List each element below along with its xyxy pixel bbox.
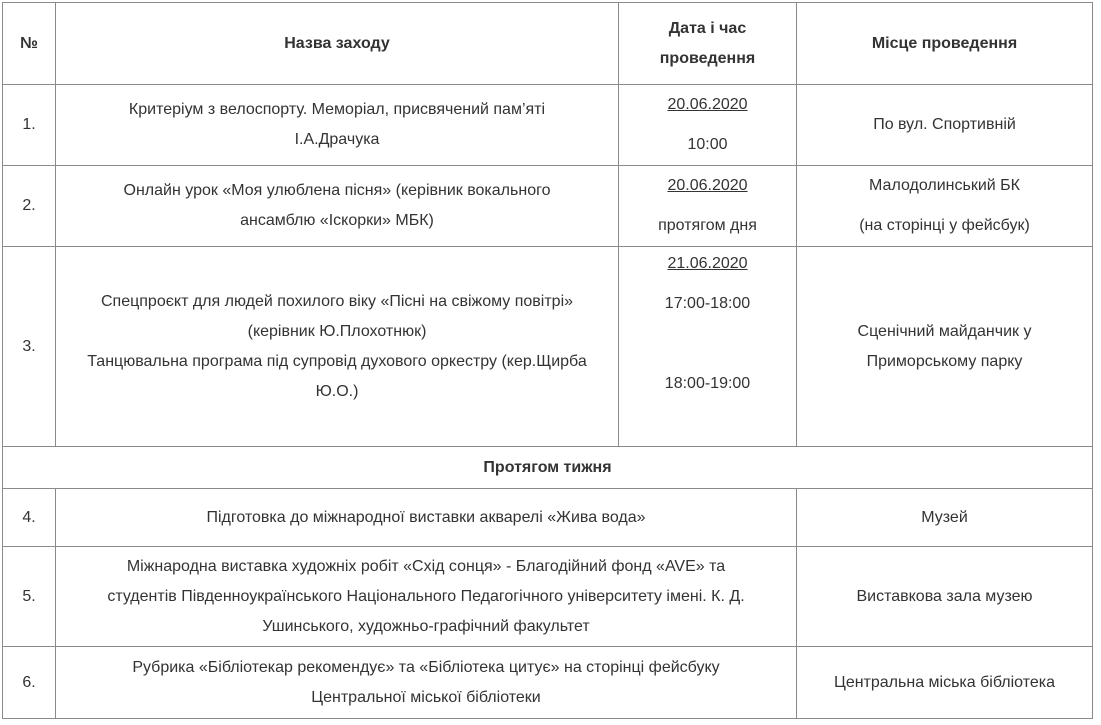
event-name-line: Спецпроєкт для людей похилого віку «Пісні на свіжому повітрі»	[100, 292, 574, 310]
event-place-line: (на сторінці у фейсбук)	[859, 217, 1030, 234]
row-num: 4.	[3, 489, 56, 547]
row-num: 1.	[3, 85, 56, 166]
event-name-line: І.А.Драчука	[294, 131, 380, 148]
event-place-line: Приморському парку	[866, 352, 1023, 370]
event-time: протягом дня	[658, 217, 757, 234]
event-place-line: По вул. Спортивній	[873, 116, 1016, 133]
header-name: Назва заходу	[56, 3, 619, 85]
header-num: №	[3, 3, 56, 85]
week-section-row	[3, 447, 1093, 489]
event-name-line: Підготовка до міжнародної виставки акварелі «Жива вода»	[206, 508, 646, 526]
table-row	[3, 547, 1093, 647]
table-row	[3, 489, 1093, 547]
row-num: 5.	[3, 547, 56, 647]
event-name-line: Ю.О.)	[315, 382, 359, 400]
table-row	[3, 85, 1093, 166]
event-name	[56, 85, 619, 166]
event-date: 20.06.2020	[667, 96, 748, 113]
event-place	[797, 247, 1093, 447]
event-place-line: Сценічний майданчик у	[857, 322, 1032, 340]
row-num: 2.	[3, 166, 56, 247]
header-place: Місце проведення	[797, 3, 1093, 85]
event-name	[56, 647, 797, 719]
week-section-label: Протягом тижня	[3, 447, 1093, 489]
event-place	[797, 166, 1093, 247]
header-date-line1: Дата і час	[668, 19, 747, 37]
event-name-line: Онлайн урок «Моя улюблена пісня» (керівник вокального	[123, 182, 551, 199]
event-name-line: Танцювальна програма під супровід духового оркестру (кер.Щирба	[87, 352, 587, 370]
event-place: Музей	[797, 489, 1093, 547]
header-row	[3, 3, 1093, 85]
header-date	[619, 3, 797, 85]
event-date: 21.06.2020	[667, 255, 748, 272]
event-name	[56, 489, 797, 547]
event-datetime	[619, 247, 797, 447]
header-date-line2: проведення	[659, 49, 756, 67]
table-row	[3, 247, 1093, 447]
event-time: 17:00-18:00	[664, 295, 751, 312]
row-num: 6.	[3, 647, 56, 719]
event-name-line: ансамблю «Іскорки» МБК)	[240, 212, 434, 229]
event-name-line: Рубрика «Бібліотекар рекомендує» та «Бібліотека цитує» на сторінці фейсбуку	[132, 658, 720, 676]
event-datetime	[619, 85, 797, 166]
events-table	[2, 2, 1093, 719]
event-name-line: Ушинського, художньо-графічний факультет	[262, 617, 590, 635]
event-name	[56, 166, 619, 247]
row-num: 3.	[3, 247, 56, 447]
event-name-line: Міжнародна виставка художніх робіт «Схід сонця» - Благодійний фонд «AVE» та	[126, 557, 726, 575]
event-time: 18:00-19:00	[664, 375, 751, 392]
event-name-line: (керівник Ю.Плохотнюк)	[247, 322, 427, 340]
table-row	[3, 166, 1093, 247]
event-time: 10:00	[687, 136, 728, 153]
event-datetime	[619, 166, 797, 247]
event-place: Виставкова зала музею	[797, 547, 1093, 647]
event-name	[56, 547, 797, 647]
event-place	[797, 85, 1093, 166]
event-date: 20.06.2020	[667, 177, 748, 194]
event-name	[56, 247, 619, 447]
event-place-line: Малодолинський БК	[869, 177, 1020, 194]
table-row	[3, 647, 1093, 719]
event-name-line: студентів Південноукраїнського Національного Педагогічного університету імені. К. Д.	[107, 587, 745, 605]
event-name-line: Центральної міської бібліотеки	[311, 688, 541, 706]
event-name-line: Критеріум з велоспорту. Меморіал, присвячений пам’яті	[128, 101, 546, 118]
event-place: Центральна міська бібліотека	[797, 647, 1093, 719]
